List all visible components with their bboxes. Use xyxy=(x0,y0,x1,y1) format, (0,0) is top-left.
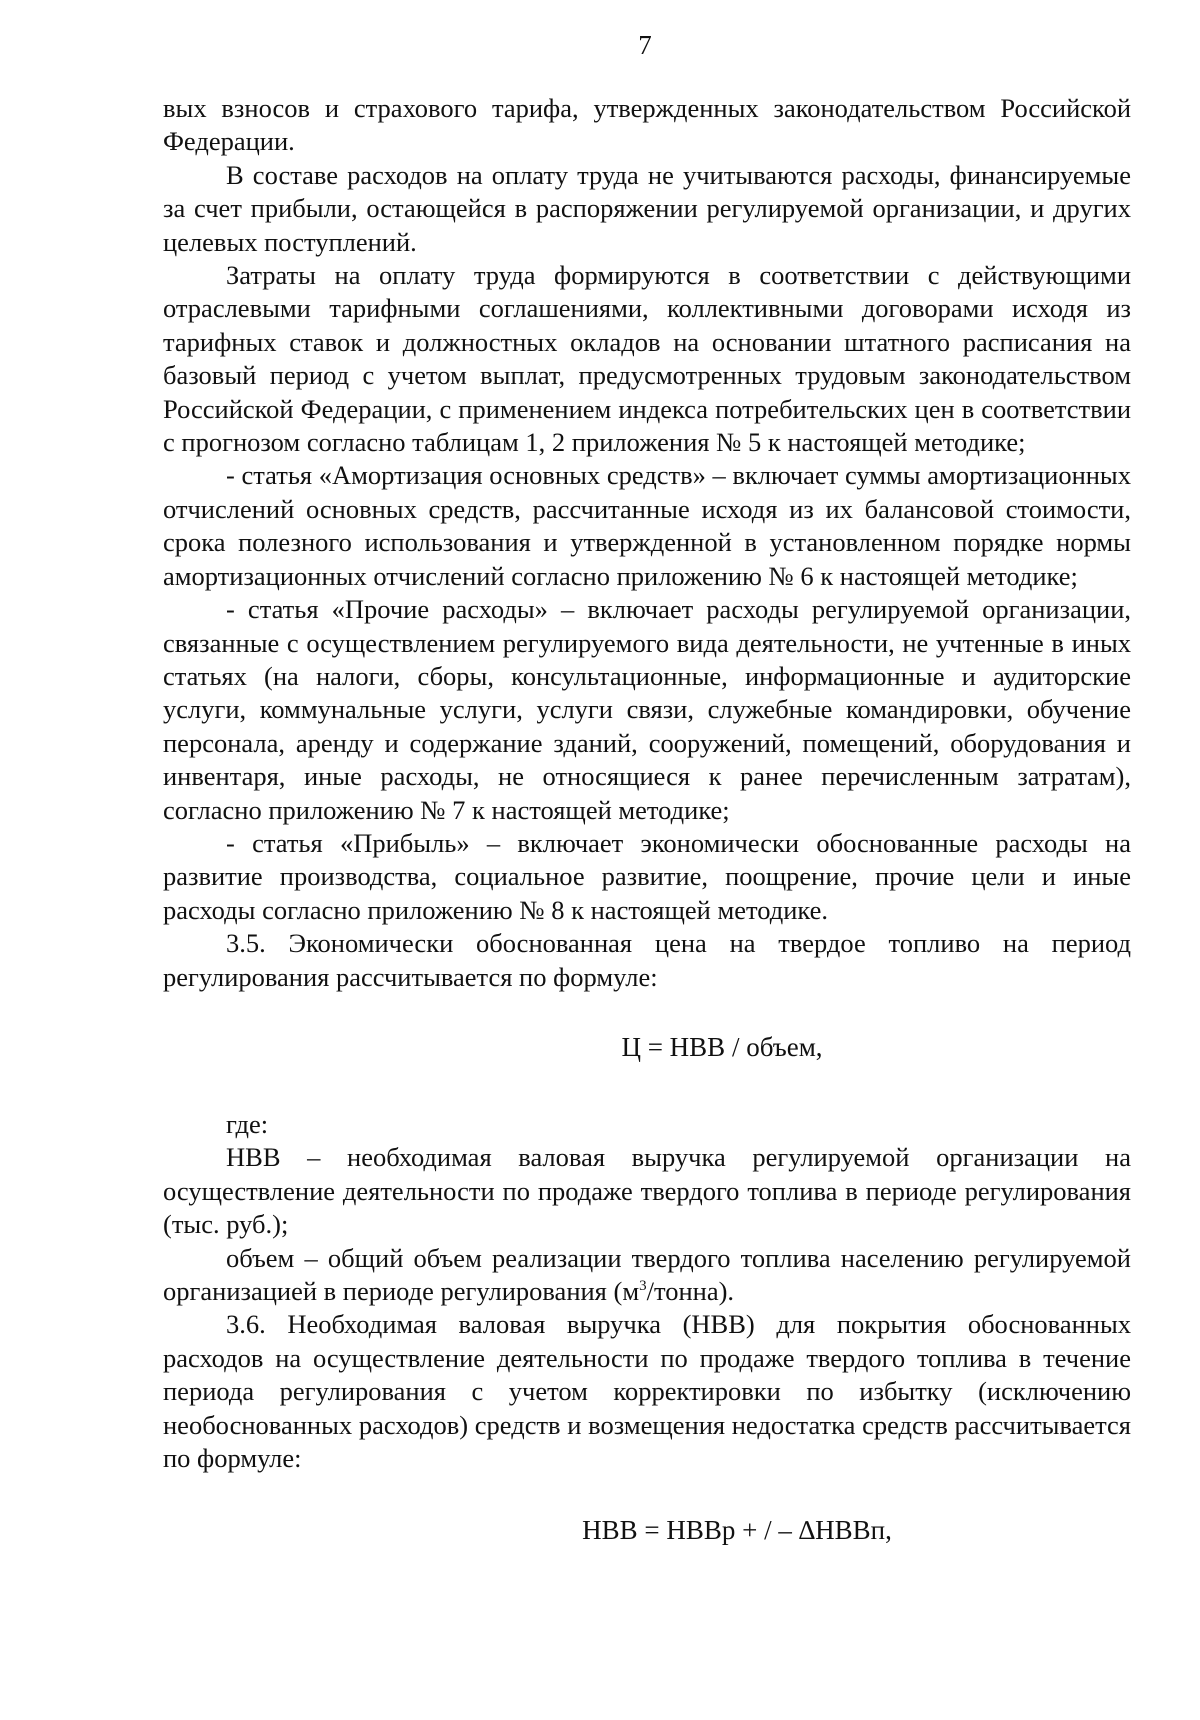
paragraph-labor-costs-exclusions: В составе расходов на оплату труда не учитываются расходы, финансируемые за счет прибыли, остающейся в распоряжении регулируемой организации, и других целевых поступлений. xyxy=(163,159,1131,257)
paragraph-other-expenses-article: - статья «Прочие расходы» – включает расходы регулируемой организации, связанные с осуществлением регулируемого вида деятельности, не учтенные в иных статьях (на налоги, сборы, консультационные, информационные и аудиторские услуги, коммунальные услуги, услуги связи, служебные командировки, обучение персонала, аренду и содержание зданий, сооружений, помещений, оборудования и инвентаря, иные расходы, не относящиеся к ранее перечисленным затратам), согласно приложению № 7 к настоящей методике; xyxy=(163,594,1131,825)
where-label: где: xyxy=(226,1108,269,1139)
paragraph-depreciation-article: - статья «Амортизация основных средств» – включает суммы амортизационных отчислений основных средств, рассчитанные исходя из их балансовой стоимости, срока полезного использования и утвержденной в установленном порядке нормы амортизационных отчислений согласно приложению № 6 к настоящей методике; xyxy=(163,460,1131,591)
definition-volume xyxy=(163,1242,1131,1309)
paragraph-continuation: вых взносов и страхового тарифа, утвержденных законодательством Российской Федерации. xyxy=(163,93,1131,157)
page-number: 7 xyxy=(638,30,652,60)
definition-volume-unit-end: /тонна). xyxy=(646,1276,735,1306)
paragraph-labor-costs-formation: Затраты на оплату труда формируются в соответствии с действующими отраслевыми тарифными соглашениями, коллективными договорами исходя из тарифных ставок и должностных окладов на основании штатного расписания на базовый период с учетом выплат, предусмотренных трудовым законодательством Российской Федерации, с применением индекса потребительских цен в соответствии с прогнозом согласно таблицам 1, 2 приложения № 5 к настоящей методике; xyxy=(163,260,1131,458)
definition-nvv: НВВ – необходимая валовая выручка регулируемой организации на осуществление деятельности по продаже твердого топлива в периоде регулирования (тыс. руб.); xyxy=(163,1142,1131,1240)
cubic-superscript: 3 xyxy=(639,1278,647,1295)
paragraph-section-3-5: 3.5. Экономически обоснованная цена на твердое топливо на период регулирования рассчитывается по формуле: xyxy=(163,928,1131,992)
paragraph-section-3-6: 3.6. Необходимая валовая выручка (НВВ) для покрытия обоснованных расходов на осуществление деятельности по продаже твердого топлива в течение периода регулирования с учетом корректировки по избытку (исключению необоснованных расходов) средств и возмещения недостатка средств рассчитывается по формуле: xyxy=(163,1309,1131,1474)
document-body xyxy=(163,92,1131,1547)
nvv-formula: НВВ = НВВр + / – ∆НВВп, xyxy=(582,1515,892,1546)
definition-volume-text: объем – общий объем реализации твердого топлива населению регулируемой организацией в периоде регулирования (м xyxy=(163,1242,1131,1306)
paragraph-profit-article: - статья «Прибыль» – включает экономически обоснованные расходы на развитие производства, социальное развитие, поощрение, прочие цели и иные расходы согласно приложению № 8 к настоящей методике. xyxy=(163,827,1131,925)
price-formula: Ц = НВВ / объем, xyxy=(621,1031,823,1062)
